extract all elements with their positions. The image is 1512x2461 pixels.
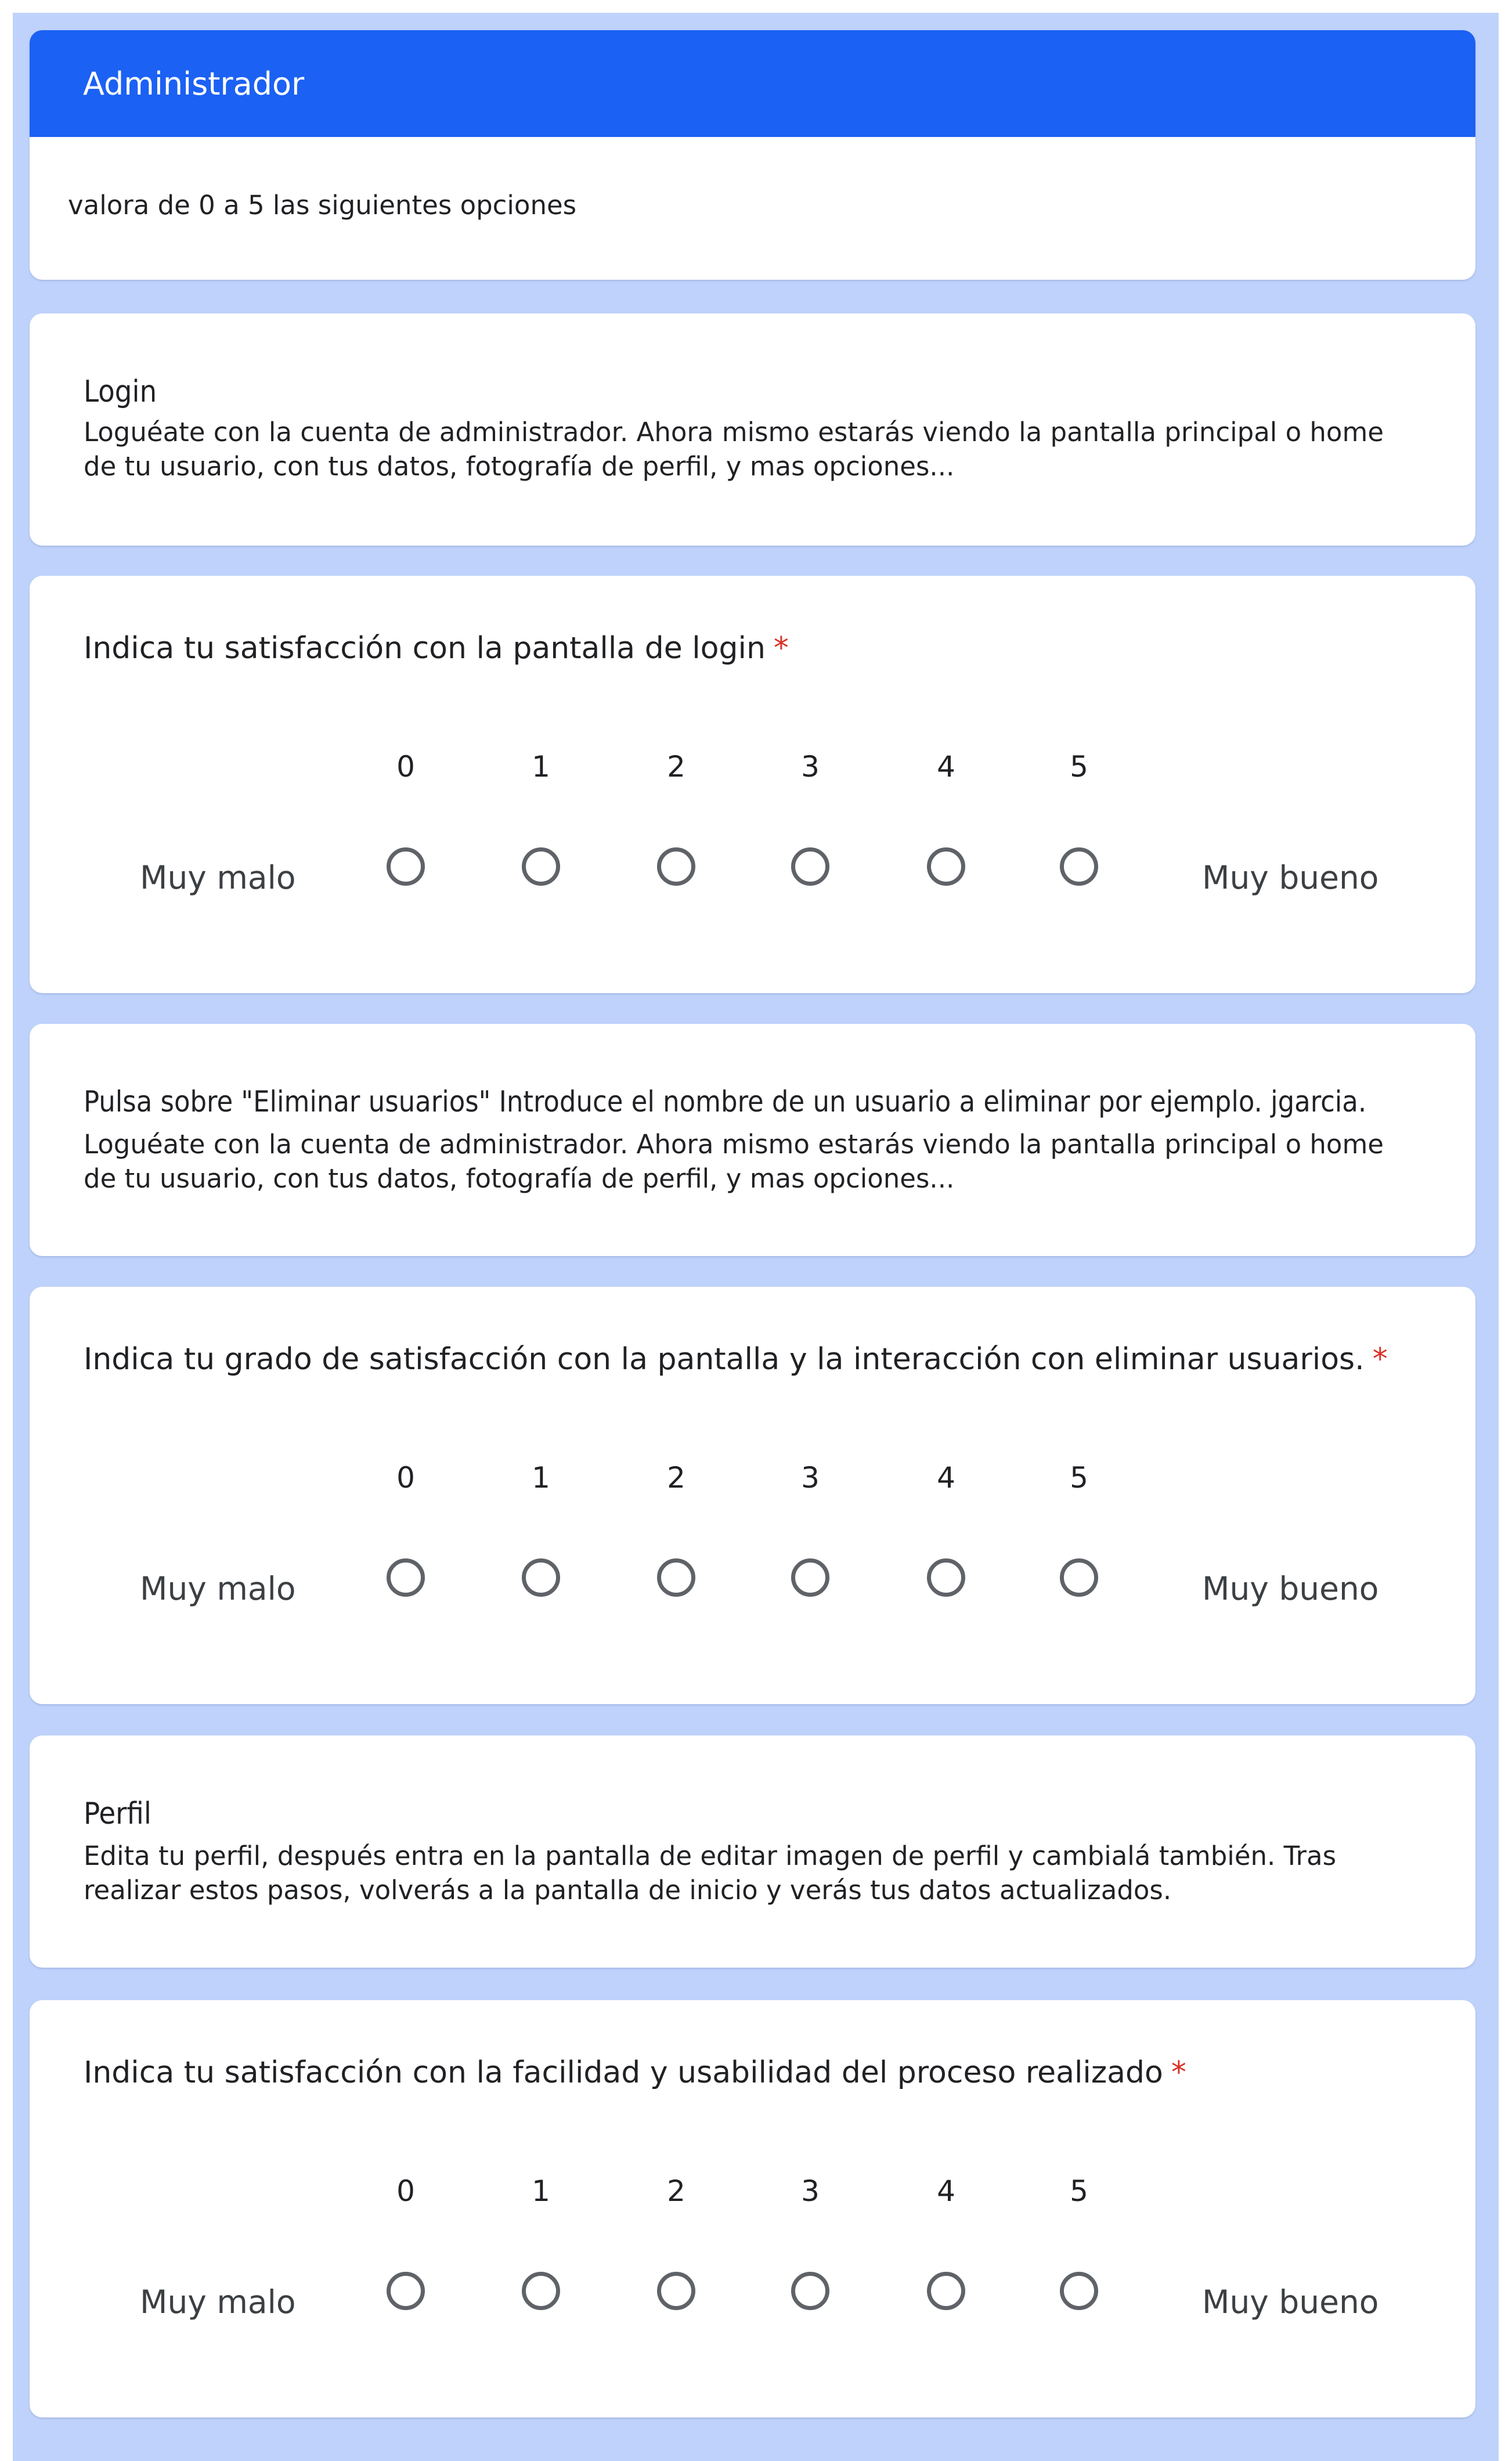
section-title: Pulsa sobre "Eliminar usuarios" Introduce el nombre de un usuario a eliminar por ejemplo. jgarcia.	[84, 1085, 1367, 1118]
radio-option-5[interactable]	[1060, 1558, 1098, 1597]
scale-number-2: 2	[667, 2174, 685, 2208]
question-text: Indica tu satisfacción con la facilidad y usabilidad del proceso realizado	[84, 2055, 1163, 2090]
radio-option-4[interactable]	[927, 2272, 965, 2310]
scale-high-label: Muy bueno	[1202, 859, 1379, 896]
radio-option-1[interactable]	[522, 1558, 560, 1597]
scale-number-3: 3	[801, 2174, 820, 2208]
scale-low-label: Muy malo	[140, 859, 296, 896]
scale-number-1: 1	[532, 750, 550, 784]
form-description: valora de 0 a 5 las siguientes opciones	[68, 190, 577, 221]
question-title	[84, 631, 789, 666]
question-title	[84, 2055, 1186, 2090]
question-card-usability	[30, 2000, 1475, 2417]
radio-option-0[interactable]	[387, 1558, 425, 1597]
form-title: Administrador	[83, 65, 305, 102]
form-background	[13, 13, 1499, 2461]
scale-number-2: 2	[667, 1461, 685, 1495]
radio-option-2[interactable]	[657, 1558, 695, 1597]
scale-number-4: 4	[937, 2174, 955, 2208]
scale-number-1: 1	[532, 2174, 550, 2208]
radio-option-3[interactable]	[791, 1558, 829, 1597]
radio-option-2[interactable]	[657, 2272, 695, 2310]
scale-number-5: 5	[1070, 750, 1088, 784]
question-text: Indica tu satisfacción con la pantalla de login	[84, 631, 766, 666]
radio-option-5[interactable]	[1060, 847, 1098, 886]
section-card-profile	[30, 1735, 1475, 1968]
scale-high-label: Muy bueno	[1202, 2283, 1379, 2321]
radio-option-3[interactable]	[791, 847, 829, 886]
scale-low-label: Muy malo	[140, 1570, 296, 1607]
required-asterisk: *	[773, 631, 789, 666]
section-card-delete-users	[30, 1024, 1475, 1256]
scale-number-4: 4	[937, 1461, 955, 1495]
scale-high-label: Muy bueno	[1202, 1570, 1379, 1607]
radio-option-5[interactable]	[1060, 2272, 1098, 2310]
scale-number-3: 3	[801, 1461, 820, 1495]
radio-option-4[interactable]	[927, 1558, 965, 1597]
scale-number-0: 0	[396, 1461, 415, 1495]
section-text: Edita tu perfil, después entra en la pantalla de editar imagen de perfil y cambialá también. Tras realizar estos pasos, volverás a la pantalla de inicio y verás tus datos actualizados.	[84, 1841, 1337, 1906]
radio-option-1[interactable]	[522, 847, 560, 886]
radio-option-0[interactable]	[387, 2272, 425, 2310]
section-title: Perfil	[84, 1796, 151, 1831]
scale-low-label: Muy malo	[140, 2283, 296, 2321]
form-header-card	[30, 30, 1475, 280]
question-card-login	[30, 576, 1475, 993]
section-text: Loguéate con la cuenta de administrador. Ahora mismo estarás viendo la pantalla principal o home de tu usuario, con tus datos, fotografía de perfil, y mas opciones...	[84, 1129, 1384, 1194]
radio-option-1[interactable]	[522, 2272, 560, 2310]
radio-option-4[interactable]	[927, 847, 965, 886]
question-title	[84, 1342, 1388, 1377]
scale-number-3: 3	[801, 750, 820, 784]
scale-number-0: 0	[396, 2174, 415, 2208]
radio-option-3[interactable]	[791, 2272, 829, 2310]
question-text: Indica tu grado de satisfacción con la pantalla y la interacción con eliminar usuarios.	[84, 1342, 1365, 1377]
section-text: Loguéate con la cuenta de administrador. Ahora mismo estarás viendo la pantalla principal o home de tu usuario, con tus datos, fotografía de perfil, y mas opciones...	[84, 417, 1384, 482]
section-title: Login	[84, 374, 157, 409]
scale-number-4: 4	[937, 750, 955, 784]
form-title-bar	[30, 30, 1475, 137]
required-asterisk: *	[1372, 1342, 1388, 1377]
section-card-login	[30, 313, 1475, 546]
scale-number-0: 0	[396, 750, 415, 784]
required-asterisk: *	[1171, 2055, 1186, 2090]
radio-option-2[interactable]	[657, 847, 695, 886]
scale-number-2: 2	[667, 750, 685, 784]
scale-number-5: 5	[1070, 2174, 1088, 2208]
scale-number-1: 1	[532, 1461, 550, 1495]
radio-option-0[interactable]	[387, 847, 425, 886]
scale-number-5: 5	[1070, 1461, 1088, 1495]
question-card-delete-users	[30, 1287, 1475, 1704]
